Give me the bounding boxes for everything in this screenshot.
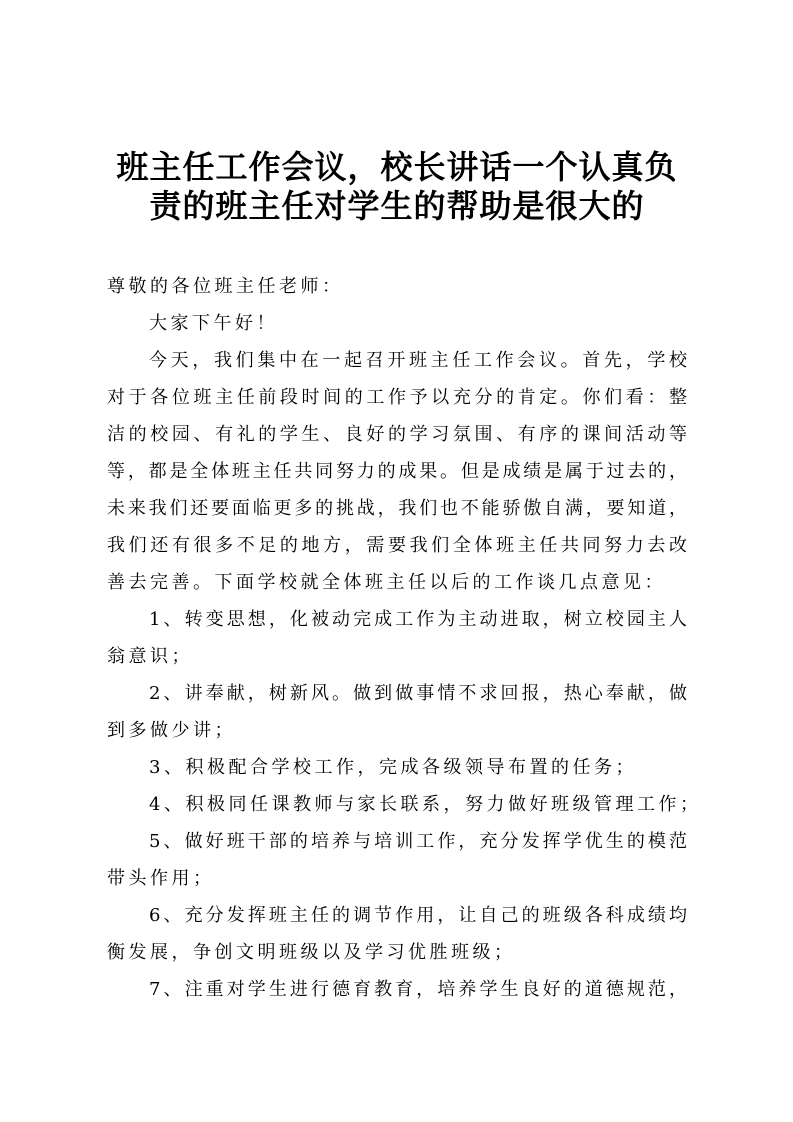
text-line: 1、转变思想，化被动完成工作为主动进取，树立校园主人 <box>149 609 687 630</box>
text-line: 5、做好班干部的培养与培训工作，充分发挥学优生的模范 <box>149 831 687 852</box>
text-line: 未来我们还要面临更多的挑战，我们也不能骄傲自满，要知道， <box>107 498 687 519</box>
text-line: 3、积极配合学校工作，完成各级领导布置的任务； <box>149 757 637 778</box>
paragraph <box>107 897 687 971</box>
paragraph <box>107 305 687 342</box>
title-line: 责的班主任对学生的帮助是很大的 <box>149 187 645 225</box>
paragraph <box>107 749 687 786</box>
paragraph <box>107 675 687 749</box>
text-line: 我们还有很多不足的地方，需要我们全体班主任共同努力去改 <box>107 535 687 556</box>
text-line: 善去完善。下面学校就全体班主任以后的工作谈几点意见： <box>107 572 666 593</box>
text-line: 对于各位班主任前段时间的工作予以充分的肯定。你们看：整 <box>107 387 687 408</box>
text-line: 今天，我们集中在一起召开班主任工作会议。首先，学校 <box>149 350 687 371</box>
text-line: 2、讲奉献，树新风。做到做事情不求回报，热心奉献，做 <box>149 683 687 704</box>
text-line: 到多做少讲； <box>107 720 236 741</box>
text-line: 4、积极同任课教师与家长联系，努力做好班级管理工作； <box>149 794 702 815</box>
text-line: 大家下午好！ <box>149 313 278 334</box>
text-line: 6、充分发挥班主任的调节作用，让自己的班级各科成绩均 <box>149 905 687 926</box>
document-title <box>100 148 694 226</box>
paragraph <box>107 342 687 601</box>
text-line: 等，都是全体班主任共同努力的成果。但是成绩是属于过去的， <box>107 461 687 482</box>
paragraph <box>107 601 687 675</box>
text-line: 衡发展，争创文明班级以及学习优胜班级； <box>107 942 516 963</box>
document-body <box>107 268 702 1008</box>
text-line: 洁的校园、有礼的学生、良好的学习氛围、有序的课间活动等 <box>107 424 687 445</box>
paragraph <box>107 971 687 1008</box>
title-line: 班主任工作会议，校长讲话一个认真负 <box>116 148 678 186</box>
text-line: 尊敬的各位班主任老师： <box>107 276 344 297</box>
text-line: 带头作用； <box>107 868 215 889</box>
paragraph <box>107 786 702 823</box>
salutation <box>107 268 687 305</box>
paragraph <box>107 823 687 897</box>
text-line: 7、注重对学生进行德育教育，培养学生良好的道德规范， <box>149 979 687 1000</box>
text-line: 翁意识； <box>107 646 193 667</box>
